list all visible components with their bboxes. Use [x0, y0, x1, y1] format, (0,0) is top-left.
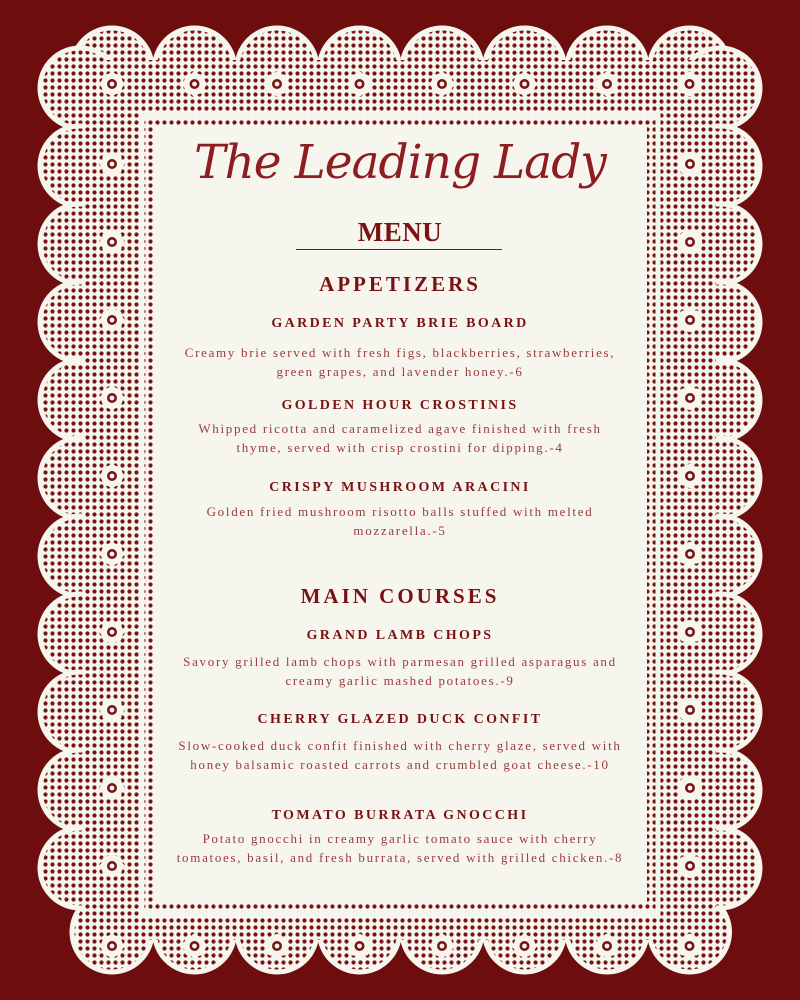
- menu-card: [153, 127, 647, 903]
- menu-item-name: CRISPY MUSHROOM ARACINI: [269, 480, 531, 495]
- lace-flower: [100, 542, 124, 566]
- menu-divider: [296, 249, 502, 250]
- lace-flower: [100, 464, 124, 488]
- lace-flower: [430, 934, 454, 958]
- lace-flower: [678, 230, 702, 254]
- menu-item-description: Whipped ricotta and caramelized agave finished with fresh thyme, served with crisp crostini for dipping.-4: [198, 421, 602, 455]
- lace-flower: [347, 934, 371, 958]
- lace-flower: [100, 152, 124, 176]
- lace-flower: [347, 72, 371, 96]
- lace-flower: [265, 934, 289, 958]
- lace-flower: [182, 72, 206, 96]
- lace-flower: [678, 698, 702, 722]
- lace-flower: [595, 934, 619, 958]
- lace-flower: [100, 776, 124, 800]
- menu-item-description: Potato gnocchi in creamy garlic tomato sauce with cherry tomatoes, basil, and fresh burrata, served with grilled chicken.-8: [176, 831, 624, 865]
- lace-flower: [678, 308, 702, 332]
- lace-flower: [678, 152, 702, 176]
- lace-flower: [100, 620, 124, 644]
- lace-flower: [100, 230, 124, 254]
- lace-flower: [512, 934, 536, 958]
- lace-flower: [430, 72, 454, 96]
- lace-flower: [677, 934, 701, 958]
- lace-flower: [182, 934, 206, 958]
- lace-flower: [678, 464, 702, 488]
- menu-item-name: GARDEN PARTY BRIE BOARD: [271, 316, 529, 331]
- menu-item-name: GRAND LAMB CHOPS: [306, 628, 494, 643]
- lace-flower: [100, 854, 124, 878]
- menu-heading: MENU: [357, 217, 443, 247]
- restaurant-title: The Leading Lady: [194, 135, 606, 190]
- lace-flower: [100, 698, 124, 722]
- menu-item-name: TOMATO BURRATA GNOCCHI: [271, 808, 529, 823]
- lace-flower: [678, 854, 702, 878]
- lace-flower: [512, 72, 536, 96]
- lace-flower: [678, 776, 702, 800]
- menu-item-name: CHERRY GLAZED DUCK CONFIT: [257, 712, 543, 727]
- lace-flower: [265, 72, 289, 96]
- menu-item-name: GOLDEN HOUR CROSTINIS: [281, 398, 519, 413]
- lace-flower: [678, 542, 702, 566]
- lace-flower: [677, 72, 701, 96]
- lace-flower: [100, 386, 124, 410]
- lace-flower: [678, 620, 702, 644]
- lace-flower: [100, 308, 124, 332]
- menu-item-description: Golden fried mushroom risotto balls stuffed with melted mozzarella.-5: [206, 504, 594, 538]
- lace-flower: [100, 72, 124, 96]
- lace-flower: [595, 72, 619, 96]
- menu-item-description: Slow-cooked duck confit finished with cherry glaze, served with honey balsamic roasted carrots and crumbled goat cheese.-10: [178, 738, 622, 772]
- section-title-main-courses: MAIN COURSES: [300, 584, 500, 608]
- lace-flower: [678, 386, 702, 410]
- section-title-appetizers: APPETIZERS: [319, 272, 481, 296]
- menu-item-description: Creamy brie served with fresh figs, blackberries, strawberries, green grapes, and lavender honey.-6: [184, 345, 616, 379]
- menu-item-description: Savory grilled lamb chops with parmesan grilled asparagus and creamy garlic mashed potatoes.-9: [183, 654, 617, 688]
- lace-flower: [100, 934, 124, 958]
